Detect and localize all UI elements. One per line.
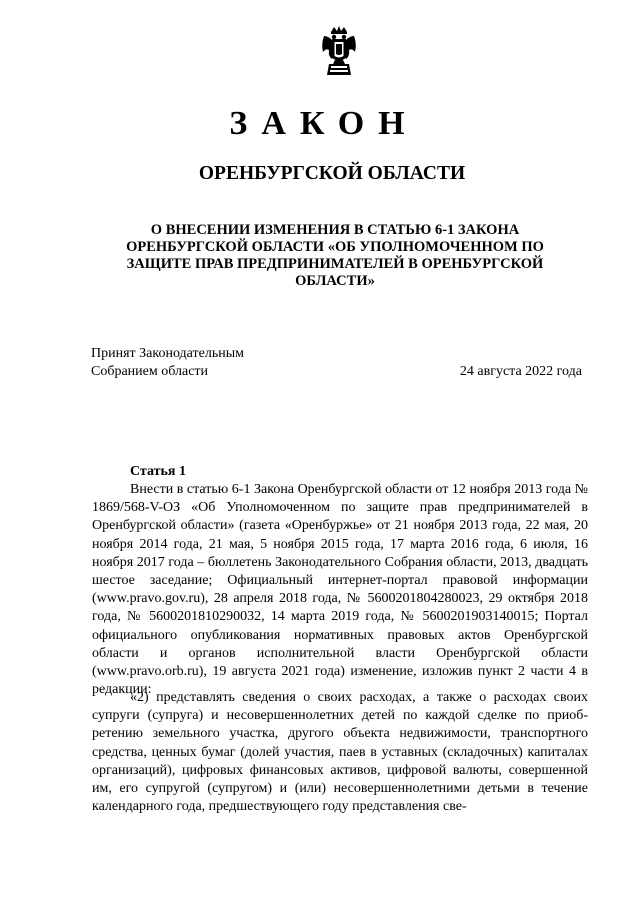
adoption-statement [91,345,244,381]
adoption-line-2: Собранием области [91,364,209,379]
adoption-date: 24 августа 2022 года [459,364,582,379]
article-paragraph-1: Внести в статью 6-1 Закона Оренбургской области от 12 ноября 2013 года № 1869/568-V-ОЗ «Об Уполномоченном по защите прав предпринимателей в Оренбургской области» (газета «Оренбуржье» от 21 ноября 2013 года, 22 мая, 20 ноября 2014 года, 21 мая, 5 ноября 2015 года, 17 марта 2016 года, 6 июля, 16 ноября 2017 года – бюллетень Законодательного Собрания области, 2013, двадцать шестое заседание; Официальный интернет-портал правовой информации (www.pravo.gov.ru), 28 апреля 2018 года, № 5600201804280023, 29 октября 2018 года, № 5600201810290032, 14 марта 2019 года, № 5600201903140015; Портал официального опубликования нормативных правовых актов Оренбургской области и органов исполнительной власти Оренбургской области (www.pravo.orb.ru), 19 августа 2021 года) изменение, изложив пункт 2 части 4 в редакции: [92,482,588,698]
adoption-line-1: Принят Законодательным [91,346,244,361]
region-title: ОРЕНБУРГСКОЙ ОБЛАСТИ [198,163,466,184]
coat-of-arms-icon [320,26,358,76]
law-title: ЗАКОН [229,105,419,142]
article-title: Статья 1 [130,464,186,479]
article-paragraph-2: «2) представлять сведения о своих расходах, а также о расходах своих супруги (супруга) и несовершеннолетних детей по каждой сделке по приобретению земельного участка, другого объекта недвижимости, транспортного средства, ценных бумаг (долей участия, паев в уставных (складочных) капиталах организаций), цифровых финансовых активов, цифровой валюты, совершенной им, его супругой (супругом) и (или) несовершеннолетними детьми в течение календарного года, предшествующего году представления све- [92,690,588,815]
law-subject: О ВНЕСЕНИИ ИЗМЕНЕНИЯ В СТАТЬЮ 6-1 ЗАКОНА ОРЕНБУРГСКОЙ ОБЛАСТИ «ОБ УПОЛНОМОЧЕННОМ ПО ЗАЩИТЕ ПРАВ ПРЕДПРИНИМАТЕЛЕЙ В ОРЕНБУРГСКОЙ ОБЛАСТИ» [126,222,544,289]
